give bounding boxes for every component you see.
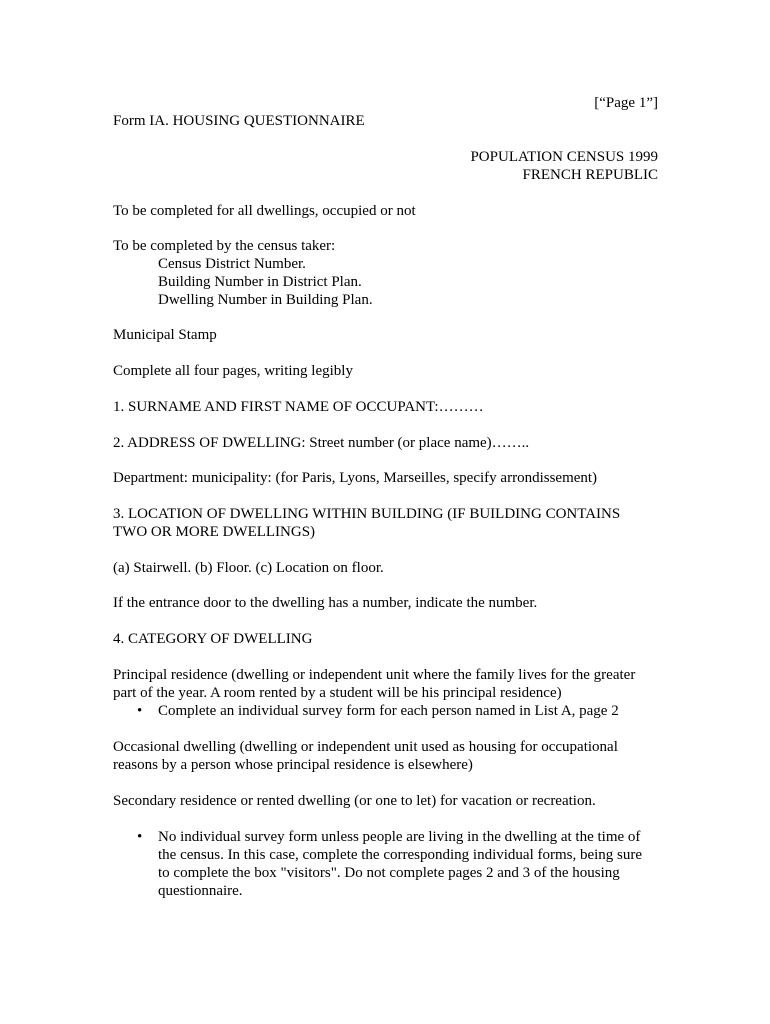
bullet-icon: • [137,829,143,845]
secondary-bullet-line3: to complete the box "visitors". Do not complete pages 2 and 3 of the housing [158,865,620,881]
principal-residence-line1: Principal residence (dwelling or independent unit where the family lives for the greater [113,667,636,683]
bullet-icon: • [137,703,143,719]
secondary-bullet-line2: the census. In this case, complete the corresponding individual forms, being sure [158,847,643,863]
department-municipality: Department: municipality: (for Paris, Lyons, Marseilles, specify arrondissement) [113,470,598,486]
question-3-location-line2: TWO OR MORE DWELLINGS) [113,524,316,540]
page-label: [“Page 1”] [594,95,658,111]
occasional-dwelling-line2: reasons by a person whose principal residence is elsewhere) [113,757,473,773]
census-title: POPULATION CENSUS 1999 [470,149,658,165]
secondary-bullet-line1: No individual survey form unless people are living in the dwelling at the time of [158,829,641,845]
complete-pages-instruction: Complete all four pages, writing legibly [113,363,353,379]
principal-residence-line2: part of the year. A room rented by a student will be his principal residence) [113,685,562,701]
secondary-bullet-line4: questionnaire. [158,883,243,899]
republic-label: FRENCH REPUBLIC [522,167,658,183]
question-2-address: 2. ADDRESS OF DWELLING: Street number (or place name)…….. [113,435,530,451]
census-district-number: Census District Number. [158,256,306,272]
secondary-residence: Secondary residence or rented dwelling (or one to let) for vacation or recreation. [113,793,596,809]
principal-residence-bullet: Complete an individual survey form for each person named in List A, page 2 [158,703,619,719]
instruction-all-dwellings: To be completed for all dwellings, occupied or not [113,203,416,219]
question-3-location-line1: 3. LOCATION OF DWELLING WITHIN BUILDING (IF BUILDING CONTAINS [113,506,621,522]
municipal-stamp: Municipal Stamp [113,327,217,343]
dwelling-number: Dwelling Number in Building Plan. [158,292,373,308]
question-4-category: 4. CATEGORY OF DWELLING [113,631,313,647]
building-number: Building Number in District Plan. [158,274,362,290]
census-taker-heading: To be completed by the census taker: [113,238,336,254]
form-title: Form IA. HOUSING QUESTIONNAIRE [113,113,365,129]
question-1-occupant-name: 1. SURNAME AND FIRST NAME OF OCCUPANT:……… [113,399,484,415]
question-3-parts: (a) Stairwell. (b) Floor. (c) Location on floor. [113,560,384,576]
occasional-dwelling-line1: Occasional dwelling (dwelling or independent unit used as housing for occupational [113,739,618,755]
entrance-door-note: If the entrance door to the dwelling has a number, indicate the number. [113,595,538,611]
